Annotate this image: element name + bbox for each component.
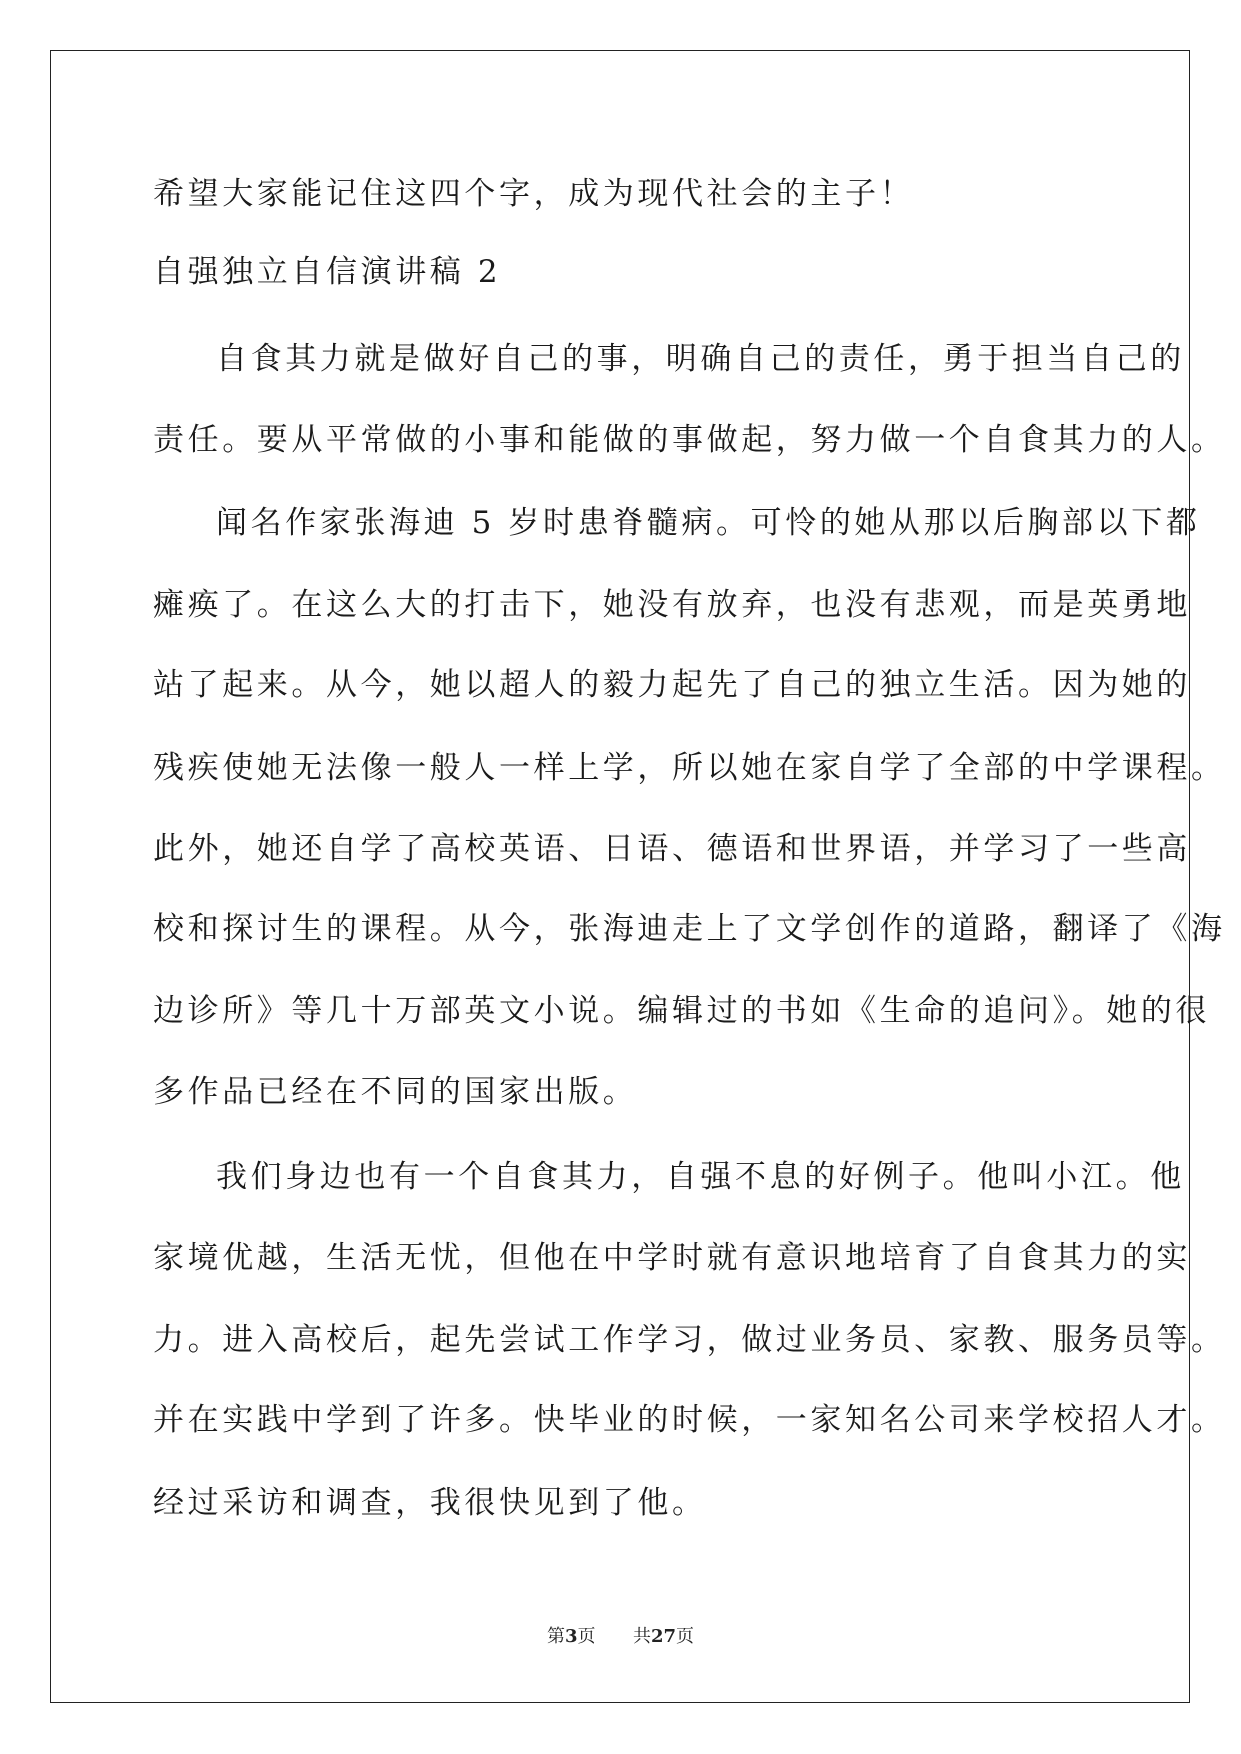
paragraph-line: 此外，她还自学了高校英语、日语、德语和世界语，并学习了一些高	[153, 831, 1191, 867]
paragraph-line: 自食其力就是做好自己的事，明确自己的责任，勇于担当自己的	[216, 341, 1185, 377]
page-total: 27	[650, 1626, 677, 1647]
paragraph-line: 经过采访和调查，我很快见到了他。	[153, 1485, 707, 1521]
paragraph-line: 责任。要从平常做的小事和能做的事做起，努力做一个自食其力的人。	[153, 422, 1226, 458]
total-suffix: 页	[676, 1626, 695, 1647]
paragraph-line: 我们身边也有一个自食其力，自强不息的好例子。他叫小江。他	[216, 1159, 1185, 1195]
section-title: 自强独立自信演讲稿 2	[153, 254, 502, 290]
paragraph-line: 校和探讨生的课程。从今，张海迪走上了文学创作的道路，翻译了《海	[153, 911, 1226, 947]
paragraph-line: 闻名作家张海迪 5 岁时患脊髓病。可怜的她从那以后胸部以下都	[216, 505, 1201, 541]
paragraph-line: 家境优越，生活无忧，但他在中学时就有意识地培育了自食其力的实	[153, 1240, 1191, 1276]
paragraph-line: 多作品已经在不同的国家出版。	[153, 1074, 638, 1110]
paragraph-line: 瘫痪了。在这么大的打击下，她没有放弃，也没有悲观，而是英勇地	[153, 587, 1191, 623]
total-prefix: 共	[632, 1626, 651, 1647]
page-border	[50, 50, 1190, 1703]
paragraph-line: 希望大家能记住这四个字，成为现代社会的主子！	[153, 176, 915, 212]
paragraph-line: 站了起来。从今，她以超人的毅力起先了自己的独立生活。因为她的	[153, 667, 1191, 703]
page-footer	[0, 1625, 1241, 1649]
paragraph-line: 边诊所》等几十万部英文小说。编辑过的书如《生命的追问》。她的很	[153, 993, 1211, 1029]
page-suffix: 页	[577, 1626, 596, 1647]
paragraph-line: 力。进入高校后，起先尝试工作学习，做过业务员、家教、服务员等。	[153, 1322, 1226, 1358]
page-prefix: 第	[546, 1626, 565, 1647]
page-current: 3	[564, 1626, 578, 1647]
paragraph-line: 残疾使她无法像一般人一样上学，所以她在家自学了全部的中学课程。	[153, 750, 1226, 786]
paragraph-line: 并在实践中学到了许多。快毕业的时候，一家知名公司来学校招人才。	[153, 1402, 1226, 1438]
